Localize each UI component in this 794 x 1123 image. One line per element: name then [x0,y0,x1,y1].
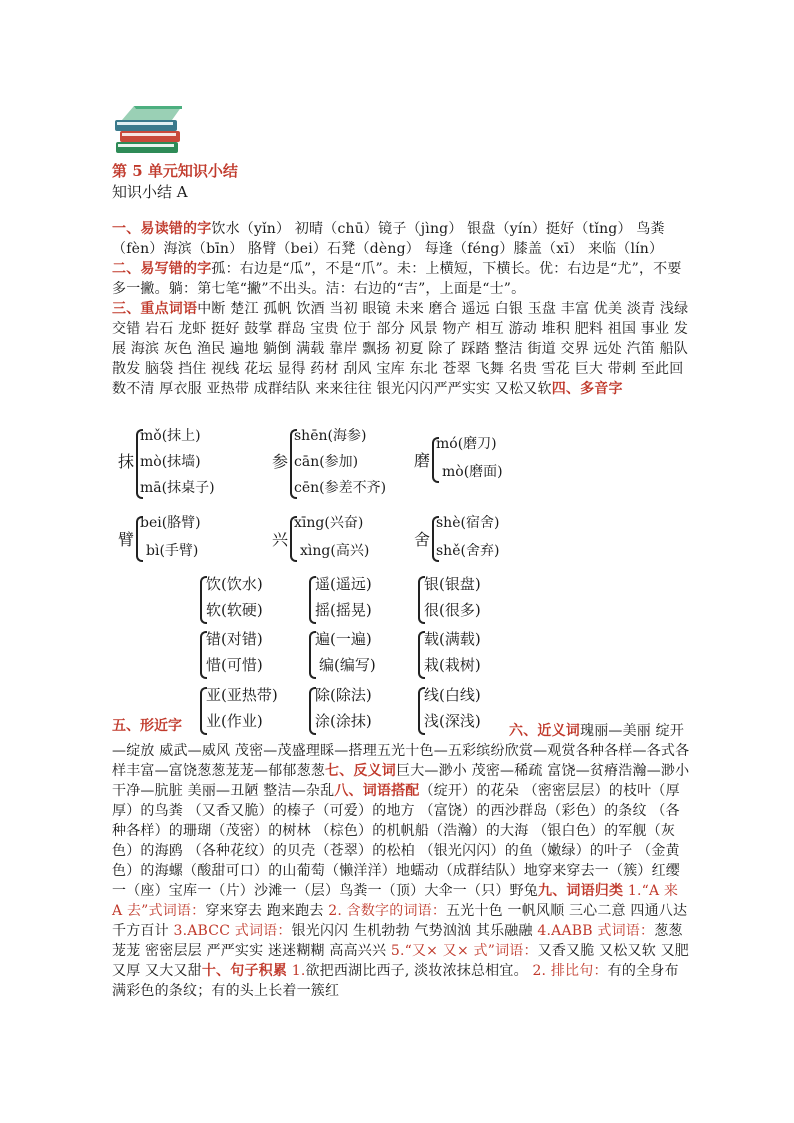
polyphone-group [414,433,524,485]
similar-char-group [309,572,399,624]
category-text: 穿来穿去 跑来跑去 [205,903,324,919]
similar-char-item: 浅(深浅) [424,712,481,730]
polyphone-group [414,512,524,564]
category-text: 银光闪闪 生机勃勃 气势汹汹 其乐融融 [291,923,533,939]
similar-char-item: 亚(亚热带) [206,686,278,704]
category-text: 五光十色 一帆风顺 三心二意 四通八达 千方百计 [112,903,688,939]
section-text: 孤：右边是“瓜”，不是“爪”。未：上横短，下横长。优：右边是“尤”，不要多一撇。躺：第七笔“撇”不出头。洁：右边的“吉”，上面是“士”。 [112,261,682,297]
category-prompt: 1.“A 来 A 去”式词语： [112,883,679,919]
section-label-synonyms: 六、近义词 [509,723,580,739]
polyphone-reading: shě(舍弃) [436,543,500,559]
section-label-word-categories: 九、词语归类 [538,883,624,899]
sentence-text: 有的全身布满彩色的条纹；有的头上长着一簇红 [112,963,679,999]
antonyms-text: 巨大—渺小 茂密—稀疏 富饶—贫瘠浩瀚—渺小 干净—肮脏 美丽—丑陋 整洁—杂乱 [112,763,690,799]
similar-char-item: 载(满载) [424,630,481,648]
similar-char-item: 软(软硬) [206,601,263,619]
category-prompt: 4.AABB 式词语： [537,923,655,939]
category-prompt: 5.“又× 又× 式”词语： [390,943,538,959]
section-flow-text [112,721,692,1001]
polyphone-reading: bì(手臂) [146,543,199,559]
category-text: 又香又脆 又松又软 又肥又厚 又大又甜 [112,943,690,979]
section-text: 饮水（yǐn） 初晴（chū）镜子（jìng） 银盘（yín）挺好（tǐng） 鸟粪（fèn）海滨（bīn） 胳臂（bei）石凳（dèng） 每逢（féng）膝盖（xī） 来临（lín） [112,221,665,257]
sentence-prompt: 1. [291,963,306,979]
similar-char-group [200,627,290,679]
polyphone-group [272,425,412,501]
similar-char-item: 涂(涂抹) [315,712,372,730]
similar-char-item: 饮(饮水) [206,575,263,593]
polyphone-reading: mā(抹桌子) [140,480,215,496]
polyphone-group [272,512,392,564]
polyphone-group [118,425,248,501]
polyphone-reading: cān(参加) [294,454,359,470]
polyphone-char: 抹 [118,452,135,471]
section-label: 二、易写错的字 [112,261,212,277]
books-stack-icon [112,100,186,156]
section-label: 四、多音字 [551,381,623,397]
similar-char-item: 遍(一遍) [315,630,372,648]
polyphone-reading: shè(宿舍) [436,515,500,531]
similar-char-item: 遥(遥远) [315,575,372,593]
section-label-sentences: 十、句子积累 [201,963,288,979]
section-key-words [112,299,692,399]
polyphone-reading: mò(抹墙) [140,454,201,470]
polyphone-char: 舍 [414,530,431,549]
synonyms-text: 瑰丽—美丽 绽开—绽放 威武—威风 茂密—茂盛理睬—搭理五光十色—五彩缤纷欣赏—观赏各种各样—各式各样丰富—富饶葱葱茏茏—郁郁葱葱 [112,723,690,779]
similar-char-item: 银(银盘) [424,575,481,593]
similar-char-item: 编(编写) [319,656,376,674]
section-label-similar-chars: 五、形近字 [112,718,182,734]
polyphone-char: 参 [272,452,289,471]
similar-char-group [418,572,508,624]
category-prompt: 3.ABCC 式词语： [173,923,292,939]
polyphone-group [118,512,228,564]
section-easy-miswrite [112,259,692,299]
polyphone-reading: xīng(兴奋) [294,515,364,531]
collocations-text: （绽开）的花朵 （密密层层）的枝叶（厚厚）的鸟粪 （又香又脆）的榛子（可爱）的地方 （富饶）的西沙群岛（彩色）的条纹 （各种各样）的珊瑚（茂密）的树林 （棕色）的机帆船（浩瀚）的大海 （银白色）的军舰（灰色）的海鸥 （各种花纹）的贝壳（苍翠）的松柏 （银光闪闪）的鱼（嫩绿）的叶子 （金黄色）的海螺（酸甜可口）的山葡萄（懒洋洋）地蠕动（成群结队）地穿来穿去一（簇）红缨 一（座）宝库一（片）沙滩一（层）鸟粪一（顶）大伞一（只）野兔 [112,783,680,899]
similar-char-group [418,627,508,679]
polyphone-char: 臂 [118,530,135,549]
polyphone-reading: mó(磨刀) [436,436,497,452]
polyphone-reading: mò(磨面) [442,464,503,480]
polyphone-reading: xìng(高兴) [300,543,370,559]
similar-char-group [200,572,290,624]
section-label: 一、易读错的字 [112,221,212,237]
category-prompt: 2. 含数字的词语： [328,903,447,919]
page-subtitle: 知识小结 A [112,183,188,201]
polyphone-reading: cēn(参差不齐) [294,480,387,496]
similar-char-item: 线(白线) [424,686,481,704]
section-label: 三、重点词语 [112,301,198,317]
polyphone-reading: bei(胳臂) [140,515,201,531]
sentence-text: 欲把西湖比西子, 淡妆浓抹总相宜。 [305,963,528,979]
polyphone-reading: mǒ(抹上) [140,428,201,444]
similar-char-item: 栽(栽树) [424,656,481,674]
similar-char-item: 除(除法) [315,686,372,704]
section-label-antonyms: 七、反义词 [325,763,396,779]
similar-char-group [309,627,409,679]
category-text: 葱葱茏茏 密密层层 严严实实 迷迷糊糊 高高兴兴 [112,923,683,959]
section-text: 中断 楚江 孤帆 饮酒 当初 眼镜 未来 磨合 遥远 白银 玉盘 丰富 优美 淡青 浅绿 交错 岩石 龙虾 挺好 鼓掌 群岛 宝贵 位于 部分 风景 物产 相互 游动 堆积 肥料 祖国 事业 发展 海滨 灰色 渔民 遍地 躺倒 满载 靠岸 飘扬 初夏 除了 踩踏 整洁 街道 交界 远处 汽笛 船队 散发 脑袋 挡住 视线 花坛 显得 药材 刮风 宝库 东北 苍翠 飞舞 名贵 雪花 巨大 带刺 至此回 数不清 厚衣服 亚热带 成群结队 来来往往 银光闪闪严严实实 又松又软 [112,301,689,397]
similar-char-item: 摇(摇晃) [315,601,372,619]
polyphone-char: 磨 [414,451,431,470]
similar-char-item: 惜(可惜) [206,656,263,674]
similar-char-item: 很(很多) [424,601,481,619]
polyphone-char: 兴 [272,530,289,549]
polyphone-reading: shēn(海参) [294,428,367,444]
similar-char-item: 业(作业) [206,712,263,730]
similar-char-item: 错(对错) [206,630,263,648]
page-title: 第 5 单元知识小结 [112,162,238,180]
section-easy-misread [112,219,692,259]
sentence-prompt: 2. 排比句： [532,963,608,979]
section-label-collocations: 八、词语搭配 [334,783,420,799]
